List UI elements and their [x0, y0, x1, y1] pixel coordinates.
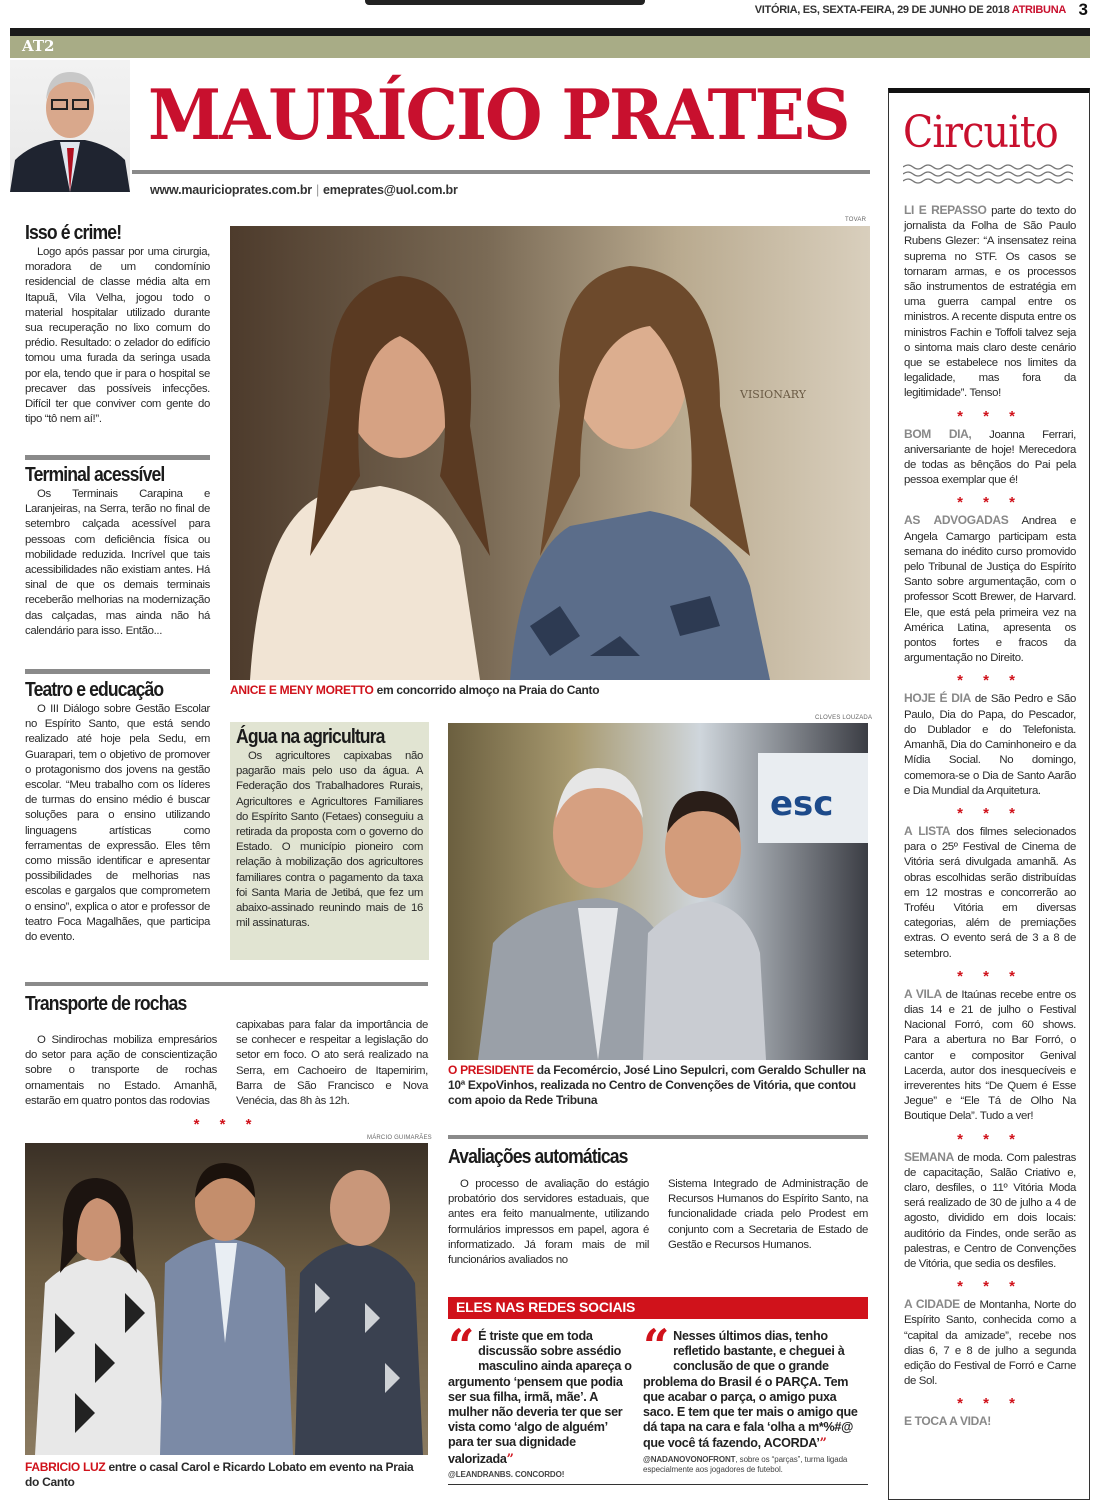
open-quote-icon: “ — [643, 1319, 670, 1373]
quote-text: Nesses últimos dias, tenho refletido bastante, e cheguei à conclusão de que o grande problema do Brasil é o PARÇA. Tem que acabar o parça, o amigo puxa saco. E tem que ter mais o amigo que dá tapa na cara e fala ‘olha a m*%#@ que você tá fazendo, ACORDA’ — [643, 1329, 858, 1451]
social-header: ELES NAS REDES SOCIAIS — [448, 1297, 868, 1319]
contact-line: www.mauricioprates.com.br | emeprates@uol.com.br — [150, 183, 458, 197]
quote-handle[interactable]: @NADANOVONOFRONT — [643, 1454, 736, 1464]
quote-text: É triste que em toda discussão sobre assédio masculino ainda apareça o argumento ‘pensem que podia ser sua filha, irmã, mãe’. A mulher não deveria ter que ser vista como ‘algo de alguém’ para ter sua dignidade valorizada — [448, 1329, 632, 1466]
circuito-items — [904, 203, 1076, 1431]
social-quote-2 — [643, 1319, 868, 1475]
photo-credit: TOVAR — [845, 217, 867, 223]
separator-stars: * * * — [957, 1395, 1023, 1413]
top-tab — [365, 0, 645, 5]
article-text: O III Diálogo sobre Gestão Escolar no Espírito Santo, que está sendo realizado até hoje pela Sedu, em Guarapari, tem o objetivo de promover o protagonismo dos jovens na gestão escolar. “Meu trabalho com os líderes de turmas do ensino médio é buscar soluções para o ensino utilizando linguagens artísticas como ferramentas de expressão. Eles têm como missão identificar e apresentar possibilidades de melhorias nas escolas e gargalos que comprometem o ensino”, explica o ator e professor de teatro Foca Magalhães, que participa do evento. — [25, 703, 210, 944]
caption-lead: O PRESIDENTE — [448, 1063, 534, 1077]
columnist-name: MAURÍCIO PRATES — [148, 74, 849, 156]
photo-credit: CLOVES LOUZADA — [815, 715, 873, 721]
circuito-item: A CIDADE de Montanha, Norte do Espírito Santo, conhecida como a “capital da amizade”, recebe nos dias 6, 7 e 8 de julho a segunda edição do Festival de Forró e Carne de Sol. — [904, 1297, 1076, 1388]
dateline — [755, 4, 1066, 16]
transporte-col1: O Sindirochas mobiliza empresários do setor para ação de conscientização sobre o transporte de rochas ornamentais no Estado. Amanhã, estarão em quatro pontos das rodovias — [25, 1034, 217, 1107]
social-quote-1 — [448, 1319, 633, 1480]
divider — [25, 982, 428, 986]
article-agua — [230, 722, 429, 960]
article-isso-e-crime — [25, 222, 210, 427]
separator-stars: * * * — [957, 407, 1023, 425]
esc-sign-text: esc — [770, 784, 834, 824]
title-rule — [132, 170, 870, 174]
divider — [448, 1484, 868, 1485]
email-link[interactable]: emeprates@uol.com.br — [323, 183, 458, 197]
circuito-item: E TOCA A VIDA! — [904, 1414, 991, 1429]
circuito-column — [888, 88, 1090, 1500]
close-quote-icon: ” — [819, 1435, 827, 1451]
article-teatro — [25, 679, 210, 945]
close-quote-icon: ” — [506, 1450, 514, 1466]
separator-stars: * * * — [957, 804, 1023, 822]
caption-text: em concorrido almoço na Praia do Canto — [373, 683, 600, 697]
page-number: 3 — [1078, 0, 1088, 19]
headline: Terminal acessível — [25, 464, 165, 486]
article-text: Os Terminais Carapina e Laranjeiras, na Serra, terão no final de setembro calçada acessível para pessoas com deficiência física ou mobilidade reduzida. Incrível que tais acessibilidades não existiam antes. Há sinal de que os demais terminais receberão melhorias na modernização das calçadas, mas ainda não há calendário para isso. Então... — [25, 488, 210, 637]
divider — [25, 669, 210, 674]
website-link[interactable]: www.mauricioprates.com.br — [150, 183, 312, 197]
separator-stars: * * * — [957, 672, 1023, 690]
article-text: Os agricultores capixabas não pagarão mais pelo uso da água. A Federação dos Trabalhadores Rurais, Agricultores e Agricultores Familiares do Espírito Santo (Fetaes) conseguiu a retirada da proposta com o governo do Estado. O município pioneiro com relação à mobilização dos agricultores familiares contra o pagamento da taxa foi Santa Maria de Jetibá, que fez um abaixo-assinado reunindo mais de 16 mil assinaturas. — [236, 750, 423, 930]
circuito-item: A LISTA dos filmes selecionados para o 25º Festival de Cinema de Vitória será divulgada amanhã. As obras escolhidas serão distribuídas em 12 mostras e concorrerão ao Troféu Vitória em diversas categorias, além de premiações extras. O evento será de 3 a 8 de setembro. — [904, 823, 1076, 960]
caption-text: da Fecomércio, José Lino Sepulcri, com Geraldo Schuller na 10ª ExpoVinhos, realizada no Centro de Convenções de Vitória, que contou com apoio da Rede Tribuna — [448, 1063, 866, 1107]
headline: Água na agricultura — [236, 726, 385, 748]
circuito-item: SEMANA de moda. Com palestras de capacitação, Salão Criativo e, claro, desfiles, o 11º Vitória Moda será realizado de 30 de julho a 4 de agosto, dividido em dois locais: auditório da Findes, onde serão as palestras, e Centro de Convenções de Vitória, que sedia os desfiles. — [904, 1149, 1076, 1270]
photo-credit: MÁRCIO GUIMARÃES — [367, 1135, 432, 1141]
quote-note: , sobre os “parças”, turma ligada especialmente aos jogadores de futebol. — [643, 1454, 848, 1474]
headline-avaliacoes: Avaliações automáticas — [448, 1146, 628, 1168]
brand-logo: ATRIBUNA — [1011, 4, 1066, 16]
headline: Isso é crime! — [25, 222, 122, 244]
divider — [25, 455, 210, 460]
separator-stars: * * * — [957, 494, 1023, 512]
caption-text: entre o casal Carol e Ricardo Lobato em evento na Praia do Canto — [25, 1460, 414, 1489]
circuito-item: AS ADVOGADAS Andrea e Angela Camargo participam esta semana do inédito curso promovido pelo Tribunal de Justiça do Espírito Santo sobre argumentação, com o professor Scott Brewer, de Harvard. Ele, que está pela primeira vez na América Latina, apresenta os pontos fortes e fracos da argumentação no Direito. — [904, 513, 1076, 665]
separator-stars: * * * — [957, 967, 1023, 985]
header-bar — [10, 28, 1090, 36]
circuito-item: A VILA de Itaúnas recebe entre os dias 14 e 21 de julho o Festival Nacional Forró, com 60 shows. Para a abertura no Bar Forró, o cantor e compositor Genival Lacerda, autor dos inesquecíveis e irreverentes hits “De Quem é Esse Jegue” e “Ele Tá de Olho Na Boutique Dela”. Tudo a ver! — [904, 986, 1076, 1123]
circuito-item: HOJE É DIA de São Pedro e São Paulo, Dia do Papa, do Pescador, do Dublador e do Telefonista. Amanhã, Dia do Caminhoneiro e da Mídia Social. No domingo, comemora-se o Dia de Santo Aarão e Dia Mundial da Arquitetura. — [904, 691, 1076, 797]
columnist-photo — [10, 60, 130, 192]
headline-transporte: Transporte de rochas — [25, 993, 187, 1015]
quote-handle[interactable]: @LEANDRANBS. CONCORDO! — [448, 1469, 565, 1479]
separator-stars: * * * — [957, 1278, 1023, 1296]
photo-fabricio-luz — [25, 1143, 428, 1455]
photo1-caption — [230, 683, 870, 698]
photo2-caption — [448, 1063, 868, 1108]
caption-lead: FABRICIO LUZ — [25, 1460, 106, 1474]
circuito-title: Circuito — [903, 107, 1058, 158]
article-text: Logo após passar por uma cirurgia, moradora de um condomínio residencial de classe média alta em Itapuã, Vila Velha, jogou todo o material hospitalar utilizado durante sua recuperação no lixo comum do prédio. Resultado: o zelador do edifício tomou uma furada da seringa usada por ela, tendo que ir para o hospital se precaver das possíveis infecções. Difícil ter que conviver com gente do tipo “tô nem aí!”. — [25, 246, 210, 426]
transporte-col2: capixabas para falar da importância de se conhecer e respeitar a legislação do setor em foco. O ato será realizado na Serra, em Cachoeiro de Itapemirim, Barra de São Francisco e Nova Venécia, das 8h às 12h. — [236, 1019, 428, 1108]
date-text: VITÓRIA, ES, SEXTA-FEIRA, 29 DE JUNHO DE 2018 — [754, 4, 1010, 16]
divider — [448, 1135, 868, 1139]
separator-stars: * * * — [193, 1116, 260, 1133]
headline: Teatro e educação — [25, 679, 164, 701]
photo3-caption — [25, 1460, 428, 1490]
separator-stars: * * * — [957, 1130, 1023, 1148]
photo-anice-meny — [230, 226, 870, 680]
section-label: AT2 — [22, 37, 55, 55]
wave-ornament — [903, 163, 1073, 185]
sign-text: VISIONARY — [740, 388, 806, 401]
photo-expovinhos — [448, 723, 868, 1060]
circuito-item: BOM DIA, Joanna Ferrari, aniversariante de hoje! Merecedora de todas as bênçãos do Pai pela pessoa exemplar que é! — [904, 426, 1076, 487]
section-band — [10, 36, 1090, 58]
caption-lead: ANICE E MENY MORETTO — [230, 683, 374, 697]
article-terminal — [25, 464, 210, 639]
avaliacoes-col1: O processo de avaliação do estágio probatório dos servidores estaduais, que antes era feito manualmente, utilizando formulários impressos em papel, agora é informatizado. Já foram mais de mil funcionários avaliados no — [448, 1178, 649, 1267]
circuito-item: LI E REPASSO parte do texto do jornalista da Folha de São Paulo Rubens Glezer: “A insensatez reina suprema no STF. Os casos se tornaram armas, e os processos são instrumentos de estratégia em uma guerra campal entre os ministros. A recente disputa entre os ministros Fachin e Toffoli talvez seja o sintoma mais claro deste cenário que se estabelece nos limites da legalidade, mas fora da legitimidade”. Tenso! — [904, 203, 1076, 400]
open-quote-icon: “ — [448, 1319, 475, 1373]
avaliacoes-col2: Sistema Integrado de Administração de Recursos Humanos do Espírito Santo, na funcionalidade criada pelo Prodest em conjunto com a Secretaria de Estado de Gestão e Recursos Humanos. — [668, 1178, 868, 1251]
